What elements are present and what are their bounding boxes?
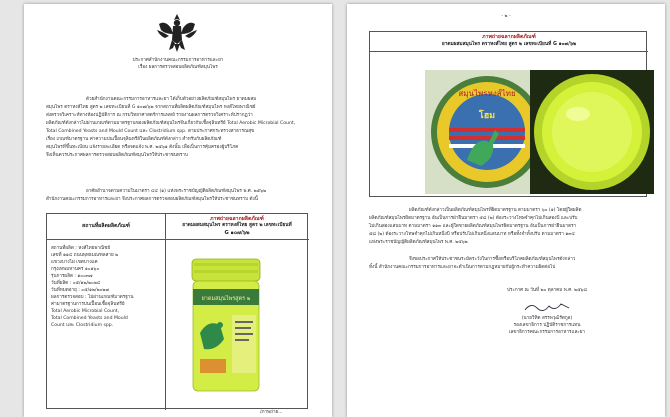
document-page-2 — [347, 4, 665, 417]
header-subject: เรื่อง ผลการตรวจสอบผลิตภัณฑ์สมุนไพร — [138, 65, 218, 70]
continue-note: /ภาพถ่าย... — [260, 410, 283, 415]
body-line: ผลิตภัณฑ์สมุนไพรผิดมาตรฐาน อันเป็นการฝ่าฝืนมาตรา ๕๘ (๒) ต้องระวางโทษจำคุกไม่เกินสองปี และปรับ — [369, 216, 578, 221]
jar-label-text: ยาดมสมุนไพรสูตร ๒ — [201, 296, 251, 302]
manufacturer-detail: แขวงบางไผ่ เขตบางแค — [51, 260, 98, 265]
manufacturer-detail: รุ่นการผลิต : ๑๐๐๓๗ — [51, 274, 93, 279]
body-line: สำนักงานคณะกรรมการอาหารและยา จึงประกาศผลการตรวจสอบผลิตภัณฑ์สมุนไพรให้ประชาชนทราบ ดังนี้ — [46, 197, 258, 202]
body-line: จึงเห็นควรประกาศผลการตรวจสอบผลิตภัณฑ์สมุนไพรให้ประชาชนทราบ — [46, 153, 188, 158]
body-line: แห่งพระราชบัญญัติผลิตภัณฑ์สมุนไพร พ.ศ. ๒๕๖๒ — [369, 240, 468, 245]
product-jar-photo — [190, 255, 262, 395]
manufacturer-detail: ผลการตรวจสอบ : ไม่ผ่านเกณฑ์มาตรฐาน — [51, 295, 134, 300]
manufacturer-detail: Count และ Clostridium spp. — [51, 323, 114, 328]
body-line: ผลิตภัณฑ์ดังกล่าวไม่ผ่านเกณฑ์ตามมาตรฐานของผลิตภัณฑ์สมุนไพรจีนเกี่ยวกับเชื้อจุลินทรีย์ Total Aerobic Microbial Count, — [46, 121, 296, 126]
lid-brand-text: สมุนไพรหงส์ไทย — [458, 89, 516, 98]
body-line: เรื่อง เกณฑ์มาตรฐาน ค่าความปนเปื้อนจุลินทรีย์ในผลิตภัณฑ์ดังกล่าว สำหรับกับผลิตภัณฑ์ — [46, 137, 222, 142]
signer-name: (นายวิทิต สรรพวุฒิรัตกูล) — [521, 316, 573, 321]
manufacturer-detail: ค่ามาตรฐานการปนเปื้อนเชื้อจุลินทรีย์ — [51, 302, 125, 307]
body-line: Total Combined Yeasts and Mould Count และ Clostridium spp. ตามประกาศกระทรวงสาธารณสุข — [46, 129, 255, 134]
product-photo-table — [369, 31, 647, 197]
product-header: ยาดมผสมสมุนไพร ตราหงส์ไทย สูตร ๒ เลขทะเบียนที่ G ๑๐๗/๖๒ — [441, 42, 577, 47]
body-line: สมุนไพร ตราหงส์ไทย สูตร ๒ เลขทะเบียนที่ G ๑๐๗/๖๒ จากสถานที่ผลิตผลิตภัณฑ์สมุนไพร หงส์ไทยพาณิชย์ — [46, 105, 256, 110]
body-line: ส่งตรวจวิเคราะห์ทางห้องปฏิบัติการ ณ กรมวิทยาศาสตร์การแพทย์ รายงานผลการตรวจวิเคราะห์ปรากฏว่า — [46, 113, 253, 118]
body-line: สมุนไพรที่ขึ้นทะเบียน แจ้งรายละเอียด หรือจดแจ้ง พ.ศ. ๒๕๖๑ ดังนั้น เพื่อเป็นการคุ้มครองผู้บริโภค — [46, 145, 239, 150]
page-number: - ๒ - — [501, 14, 511, 19]
document-page-1 — [24, 4, 332, 417]
lid-sub-text: โฮม — [478, 111, 496, 121]
signer-org: เลขาธิการคณะกรรมการอาหารและยา — [508, 330, 586, 335]
body-line: ด้วยสำนักงานคณะกรรมการอาหารและยา ได้เก็บตัวอย่างผลิตภัณฑ์สมุนไพร ยาดมผสม — [86, 97, 257, 102]
garuda-emblem-icon — [155, 10, 199, 54]
opened-jar-photo — [530, 70, 654, 194]
manufacturer-detail: วันที่หมดอายุ : ๐๕/๑๒/๒๐๒๗ — [51, 288, 109, 293]
col-header-regno: G ๑๐๗/๖๒ — [224, 230, 250, 236]
signature-mark — [523, 300, 571, 314]
manufacturer-detail: Total Combined Yeasts and Mould — [51, 316, 128, 321]
manufacturer-detail: สถานที่ผลิต : หงส์ไทยพาณิชย์ — [51, 246, 111, 251]
body-line: ทั้งนี้ สำนักงานคณะกรรมการอาหารและยาจะดำเนินการตามกฎหมายกับผู้กระทำความผิดต่อไป — [369, 265, 556, 270]
manufacturer-detail: Total Aerobic Microbial Count, — [51, 309, 120, 314]
header-title: ประกาศสำนักงานคณะกรรมการอาหารและยา — [132, 58, 224, 63]
col-header-photo: ภาพถ่ายฉลากผลิตภัณฑ์ — [210, 216, 264, 222]
photo-header: ภาพถ่ายฉลากผลิตภัณฑ์ — [482, 34, 536, 40]
announcement-date: ประกาศ ณ วันที่ ๒๐ ตุลาคม พ.ศ. ๒๕๖๘ — [506, 288, 588, 293]
product-table — [46, 213, 308, 409]
col-header-manufacturer: สถานที่ผลิตผลิตภัณฑ์ — [82, 223, 130, 229]
col-header-product: ยาดมผสมสมุนไพร ตราหงส์ไทย สูตร ๒ เลขทะเบียนที่ — [182, 223, 292, 228]
manufacturer-detail: กรุงเทพมหานคร ๑๐๑๖๐ — [51, 267, 100, 272]
signer-title: รองเลขาธิการ ปฏิบัติราชการแทน — [513, 323, 581, 328]
manufacturer-detail: วันที่ผลิต : ๐๕/๑๒/๒๐๒๔ — [51, 281, 101, 286]
body-line: จึงขอประกาศให้ประชาชนระมัดระวังในการซื้อหรือบริโภคผลิตภัณฑ์สมุนไพรดังกล่าว — [409, 257, 576, 262]
manufacturer-detail: เลขที่ ๑๑๔ ถนนพุทธมณฑลสาย ๒ — [51, 253, 119, 258]
body-line: ไม่เกินสองแสนบาท ตามมาตรา ๑๑๓ และผู้ใดขายผลิตภัณฑ์สมุนไพรผิดมาตรฐาน อันเป็นการฝ่าฝืนมาตรา — [369, 224, 577, 229]
body-line: อาศัยอำนาจตามความในมาตรา ๔๔ (๑) แห่งพระราชบัญญัติผลิตภัณฑ์สมุนไพร พ.ศ. ๒๕๖๒ — [86, 189, 267, 194]
body-line: ๕๘ (๒) ต้องระวางโทษจำคุกไม่เกินหนึ่งปี หรือปรับไม่เกินหนึ่งแสนบาท หรือทั้งจำทั้งปรับ ตามมาตรา ๑๓๔ — [369, 232, 575, 237]
body-line: ผลิตภัณฑ์ดังกล่าวเป็นผลิตภัณฑ์สมุนไพรที่ผิดมาตรฐาน ตามมาตรา ๖๐ (๑) โดยผู้ใดผลิต — [409, 208, 582, 213]
